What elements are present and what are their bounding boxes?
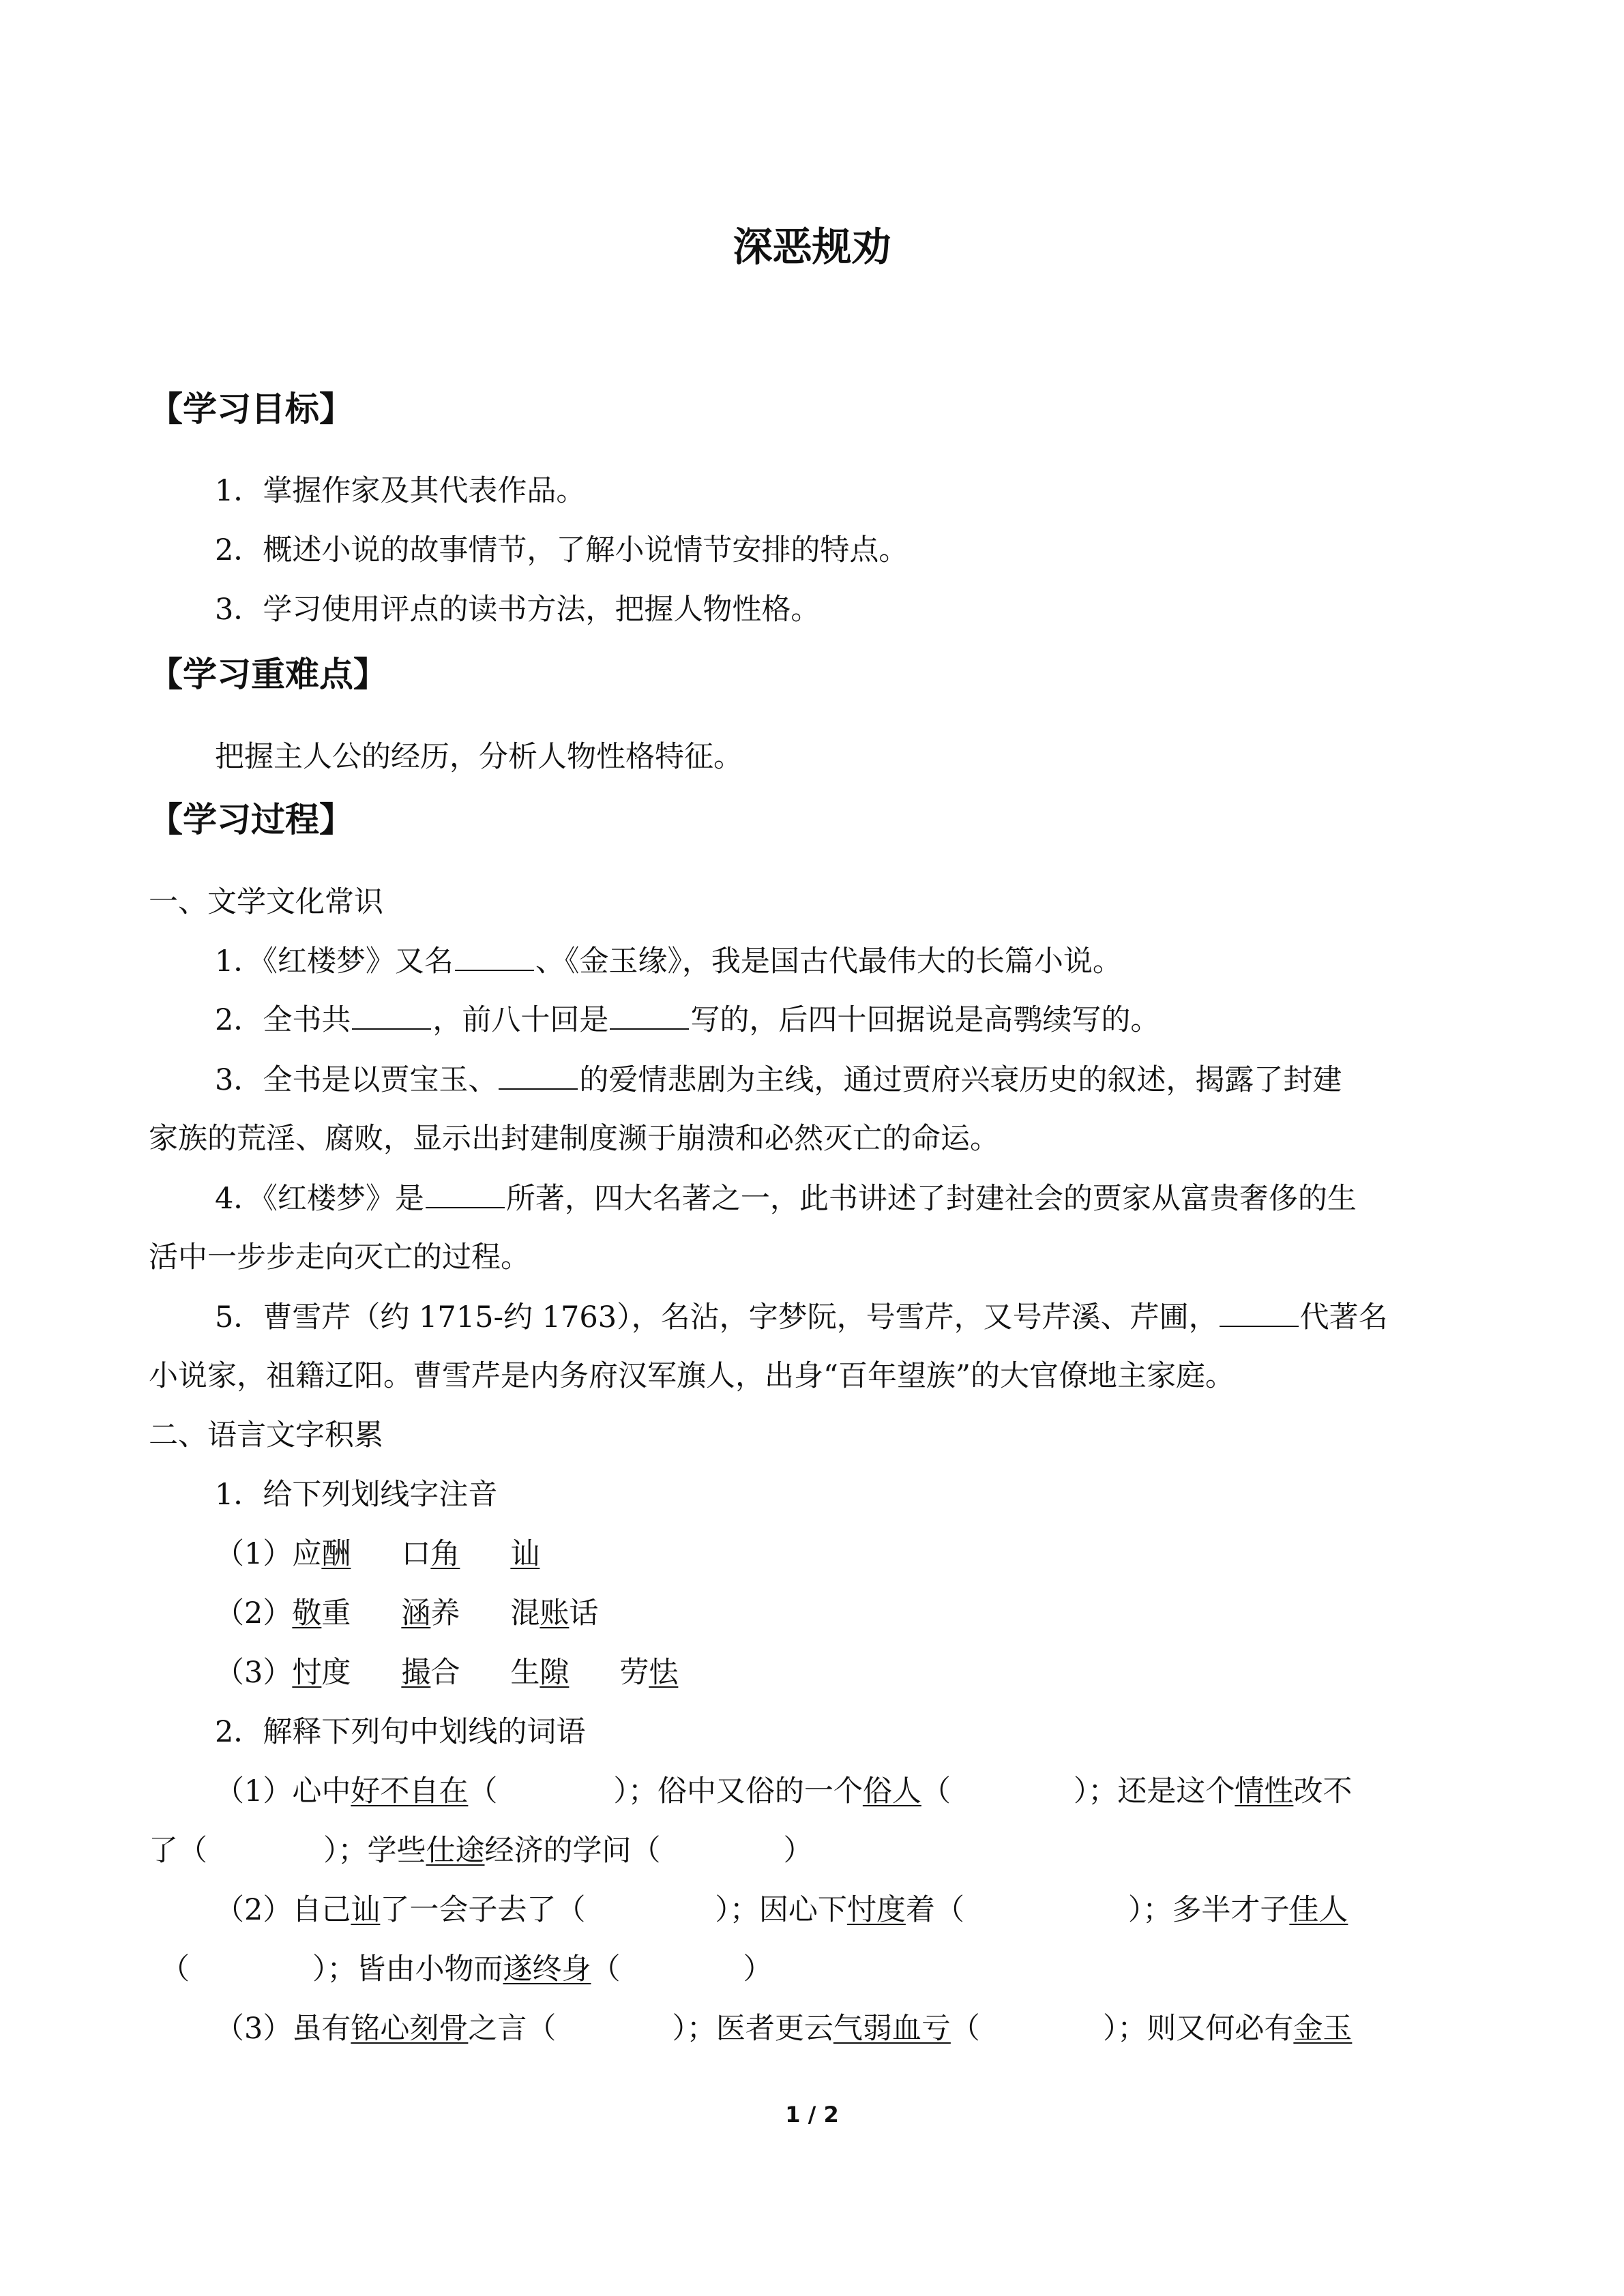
explain-line-2-cont: （ ）；皆由小物而遂终身（ ） (160, 1952, 773, 1986)
part2-q2: 2．解释下列句中划线的词语 (215, 1715, 586, 1749)
answer-blank[interactable] (352, 1001, 431, 1030)
explain-line-3: （3）虽有铭心刻骨之言（ ）；医者更云气弱血亏（ ）；则又何必有金玉 (215, 2012, 1353, 2046)
explain-line-2: （2）自己讪了一会子去了（ ）；因心下忖度着（ ）；多半才子佳人 (215, 1893, 1348, 1927)
part2-q1: 1．给下列划线字注音 (215, 1478, 498, 1512)
page-number: 1 / 2 (785, 2102, 839, 2128)
pinyin-row-3: （3）忖度 撮合 生隙 劳怯 (215, 1656, 679, 1690)
answer-blank[interactable] (1220, 1298, 1299, 1327)
question-2: 2．全书共 ，前八十回是 写的，后四十回据说是高鹗续写的。 (215, 1001, 1160, 1039)
explain-line-1: （1）心中好不自在（ ）；俗中又俗的一个俗人（ ）；还是这个情性改不 (215, 1774, 1353, 1808)
page-title: 深恶规劝 (733, 224, 891, 270)
section-goals-heading: 【学习目标】 (149, 389, 353, 429)
pinyin-row-1: （1）应酬 口角 讪 (215, 1537, 540, 1571)
question-5-cont: 小说家，祖籍辽阳。曹雪芹是内务府汉军旗人，出身“百年望族”的大官僚地主家庭。 (149, 1359, 1235, 1393)
question-5: 5．曹雪芹（约 1715-约 1763），名沾，字梦阮，号雪芹，又号芹溪、芹圃， 代著名 (215, 1298, 1388, 1337)
key-text: 把握主人公的经历，分析人物性格特征。 (215, 740, 743, 774)
section-key-heading: 【学习重难点】 (149, 655, 387, 694)
goal-2: 2．概述小说的故事情节，了解小说情节安排的特点。 (215, 533, 909, 567)
answer-blank[interactable] (499, 1061, 578, 1090)
section-process-heading: 【学习过程】 (149, 800, 353, 839)
part2-heading: 二、语言文字积累 (149, 1418, 383, 1452)
explain-line-1-cont: 了（ ）；学些仕途经济的学问（ ） (149, 1834, 813, 1868)
part1-heading: 一、文学文化常识 (149, 885, 383, 919)
question-4-cont: 活中一步步走向灭亡的过程。 (149, 1240, 530, 1274)
question-3-cont: 家族的荒淫、腐败，显示出封建制度濒于崩溃和必然灭亡的命运。 (149, 1122, 999, 1156)
pinyin-row-2: （2）敬重 涵养 混账话 (215, 1596, 599, 1630)
question-4: 4．《红楼梦》是 所著，四大名著之一，此书讲述了封建社会的贾家从富贵奢侈的生 (215, 1180, 1357, 1218)
answer-blank[interactable] (426, 1180, 505, 1208)
goal-3: 3．学习使用评点的读书方法，把握人物性格。 (215, 593, 821, 627)
answer-blank[interactable] (610, 1001, 689, 1030)
question-3: 3．全书是以贾宝玉、 的爱情悲剧为主线，通过贾府兴衰历史的叙述，揭露了封建 (215, 1061, 1342, 1099)
goal-1: 1．掌握作家及其代表作品。 (215, 474, 586, 508)
question-1: 1．《红楼梦》又名 、《金玉缘》，我是国古代最伟大的长篇小说。 (215, 942, 1122, 981)
answer-blank[interactable] (455, 942, 534, 971)
